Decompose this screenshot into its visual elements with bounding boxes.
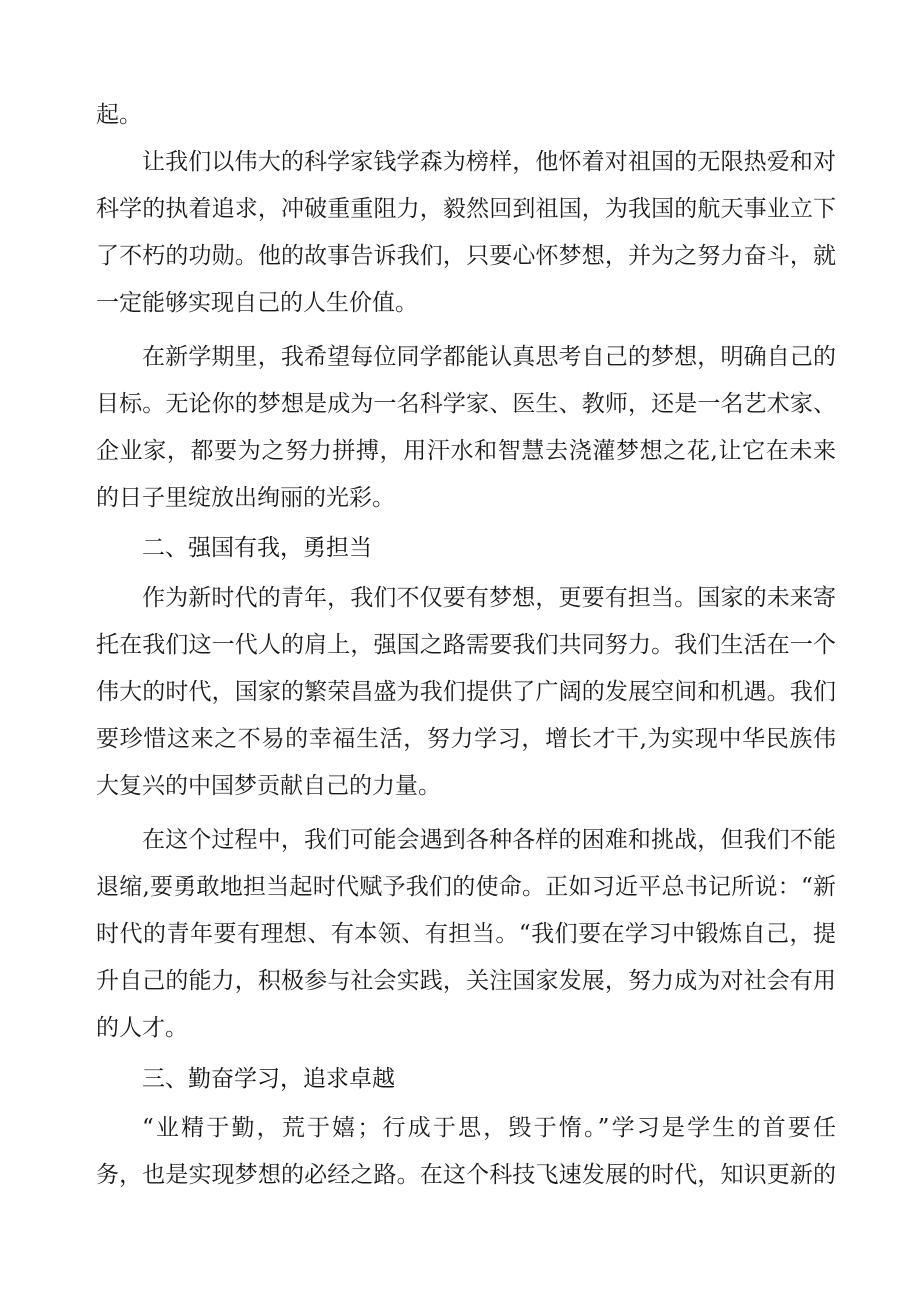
- paragraph-line: 务，也是实现梦想的必经之路。在这个科技飞速发展的时代，知识更新的: [96, 1162, 836, 1188]
- paragraph-line: 企业家，都要为之努力拼搏，用汗水和智慧去浇灌梦想之花,让它在未来: [96, 438, 836, 464]
- paragraph-line: “业精于勤，荒于嬉；行成于思，毁于惰。”学习是学生的首要任: [142, 1115, 836, 1141]
- paragraph-line: 在新学期里，我希望每位同学都能认真思考自己的梦想，明确自己的: [142, 344, 836, 370]
- paragraph-line: 要珍惜这来之不易的幸福生活，努力学习，增长才干,为实现中华民族伟: [96, 726, 836, 752]
- paragraph-line: 伟大的时代，国家的繁荣昌盛为我们提供了广阔的发展空间和机遇。我们: [96, 679, 836, 705]
- paragraph-line: 在这个过程中，我们可能会遇到各种各样的困难和挑战，但我们不能: [142, 827, 836, 853]
- paragraph-line: 大复兴的中国梦贡献自己的力量。: [96, 773, 441, 799]
- section-heading: 二、强国有我，勇担当: [142, 535, 372, 561]
- section-heading: 三、勤奋学习，追求卓越: [142, 1066, 395, 1092]
- paragraph-line: 让我们以伟大的科学家钱学森为榜样，他怀着对祖国的无限热爱和对: [142, 149, 836, 175]
- paragraph-line: 了不朽的功勋。他的故事告诉我们，只要心怀梦想，并为之努力奋斗，就: [96, 243, 836, 269]
- paragraph-line: 升自己的能力，积极参与社会实践，关注国家发展，努力成为对社会有用: [96, 968, 836, 994]
- paragraph-line: 的人才。: [96, 1015, 188, 1041]
- paragraph-line: 托在我们这一代人的肩上，强国之路需要我们共同努力。我们生活在一个: [96, 632, 836, 658]
- paragraph-line: 时代的青年要有理想、有本领、有担当。“我们要在学习中锻炼自己，提: [96, 921, 836, 947]
- paragraph-line: 作为新时代的青年，我们不仅要有梦想，更要有担当。国家的未来寄: [142, 585, 836, 611]
- paragraph-line: 起。: [96, 102, 142, 128]
- paragraph-line: 退缩,要勇敢地担当起时代赋予我们的使命。正如习近平总书记所说：“新: [96, 874, 836, 900]
- paragraph-line: 科学的执着追求，冲破重重阻力，毅然回到祖国，为我国的航天事业立下: [96, 196, 836, 222]
- paragraph-line: 目标。无论你的梦想是成为一名科学家、医生、教师，还是一名艺术家、: [96, 391, 836, 417]
- paragraph-line: 的日子里绽放出绚丽的光彩。: [96, 485, 395, 511]
- paragraph-line: 一定能够实现自己的人生价值。: [96, 290, 418, 316]
